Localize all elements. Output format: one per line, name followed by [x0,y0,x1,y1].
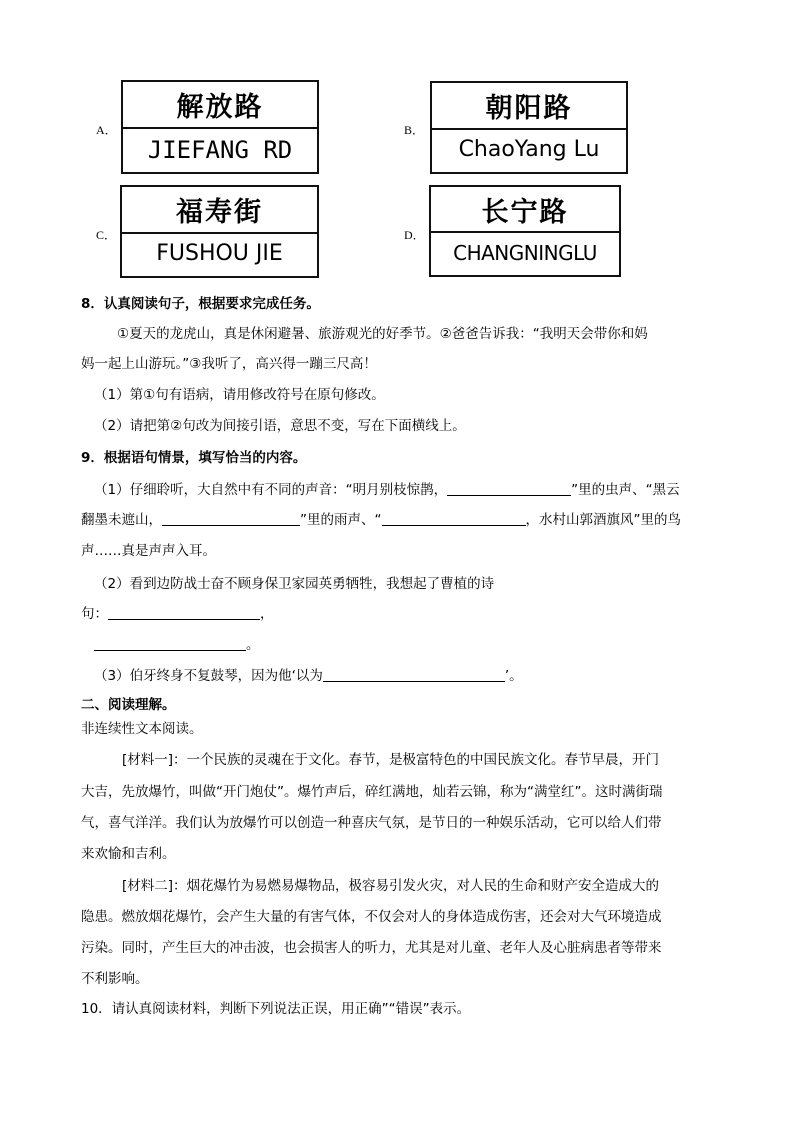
q9-text: ”里的雨声、“ [300,512,382,528]
material-2-line: [材料二]：烟花爆竹为易燃易爆物品，极容易引发火灾，对人民的生命和财产安全造成大的 [122,878,660,894]
section-2-title: 二、阅读理解。 [81,697,176,713]
q9-text: 。 [246,637,260,653]
q9-subquestion-2-line2 [94,633,260,653]
answer-blank[interactable] [447,481,571,496]
q9-subquestion-1-cont [81,508,681,528]
material-2-line: 不利影响。 [81,971,149,987]
q8-paragraph-line: 妈一起上山游玩。”③我听了，高兴得一蹦三尺高！ [81,356,377,372]
q8-paragraph-line: ①夏天的龙虎山，真是休闲避暑、旅游观光的好季节。②爸爸告诉我：“我明天会带你和妈 [117,326,648,342]
question-8-title: 8．认真阅读句子，根据要求完成任务。 [81,296,320,312]
answer-blank[interactable] [382,511,526,526]
q9-text: ，水村山郭酒旗风”里的鸟 [525,512,681,528]
material-1-line: 来欢愉和吉利。 [81,846,176,862]
option-letter-d: D． [404,228,425,242]
answer-blank[interactable] [108,605,260,620]
road-sign-b [430,81,628,174]
q9-text: （3）伯牙终身不复鼓琴，因为他‘以为 [94,668,323,684]
q8-subquestion-2: （2）请把第②句改为间接引语，意思不变，写在下面横线上。 [94,418,466,434]
q9-subquestion-2: （2）看到边防战士奋不顾身保卫家园英勇牺牲，我想起了曹植的诗 [94,576,495,592]
q9-subquestion-1 [94,478,680,498]
question-10-title: 10．请认真阅读材料，判断下列说法正误，用正确”“错误”表示。 [81,1001,471,1017]
sign-chinese-name: 福寿街 [122,187,317,234]
option-letter-b: B． [404,123,425,137]
material-1-line: 大吉，先放爆竹，叫做“开门炮仗”。爆竹声后，碎红满地，灿若云锦，称为“满堂红”。这时满街瑞 [81,784,663,800]
option-letter-a: A． [96,123,117,137]
material-1-line: 气，喜气洋洋。我们认为放爆竹可以创造一种喜庆气氛，是节日的一种娱乐活动，它可以给人们带 [81,815,662,831]
material-2-line: 污染。同时，产生巨大的冲击波，也会损害人的听力，尤其是对儿童、老年人及心脏病患者等带来 [81,940,662,956]
sign-pinyin-name: ChaoYang Lu [458,137,600,163]
section-2-subtitle: 非连续性文本阅读。 [81,721,203,737]
sign-chinese-name: 长宁路 [431,187,619,233]
sign-pinyin-name: FUSHOU JIE [156,241,283,267]
sign-chinese-name: 解放路 [123,82,317,129]
material-1-line: [材料一]：一个民族的灵魂在于文化。春节，是极富特色的中国民族文化。春节早晨，开门 [122,752,660,768]
road-sign-a [121,80,319,174]
material-2-line: 隐患。燃放烟花爆竹，会产生大量的有害气体，不仅会对人的身体造成伤害，还会对大气环境造成 [81,909,662,925]
q9-text: 句： [81,606,108,622]
road-sign-d [429,185,621,277]
q9-text: ’。 [504,668,523,684]
q9-subquestion-3 [94,664,523,684]
question-9-title: 9．根据语句情景，填写恰当的内容。 [81,450,307,466]
q9-subquestion-2-cont [81,602,274,622]
q9-text: 翻墨未遮山， [81,512,162,528]
q9-text: ”里的虫声、“黑云 [571,482,680,498]
q9-subquestion-1-end: 声……真是声声入耳。 [81,543,216,559]
answer-blank[interactable] [94,636,246,651]
sign-pinyin-name: JIEFANG RD [147,135,293,164]
sign-chinese-name: 朝阳路 [432,83,626,130]
answer-blank[interactable] [323,667,505,682]
answer-blank[interactable] [162,511,300,526]
q9-text: （1）仔细聆听，大自然中有不同的声音：“明月别枝惊鹊， [94,482,448,498]
road-sign-c [120,185,319,278]
option-letter-c: C． [96,228,117,242]
sign-pinyin-name: CHANGNINGLU [453,241,597,265]
q8-subquestion-1: （1）第①句有语病，请用修改符号在原句修改。 [94,387,385,403]
q9-text: ， [260,606,274,622]
